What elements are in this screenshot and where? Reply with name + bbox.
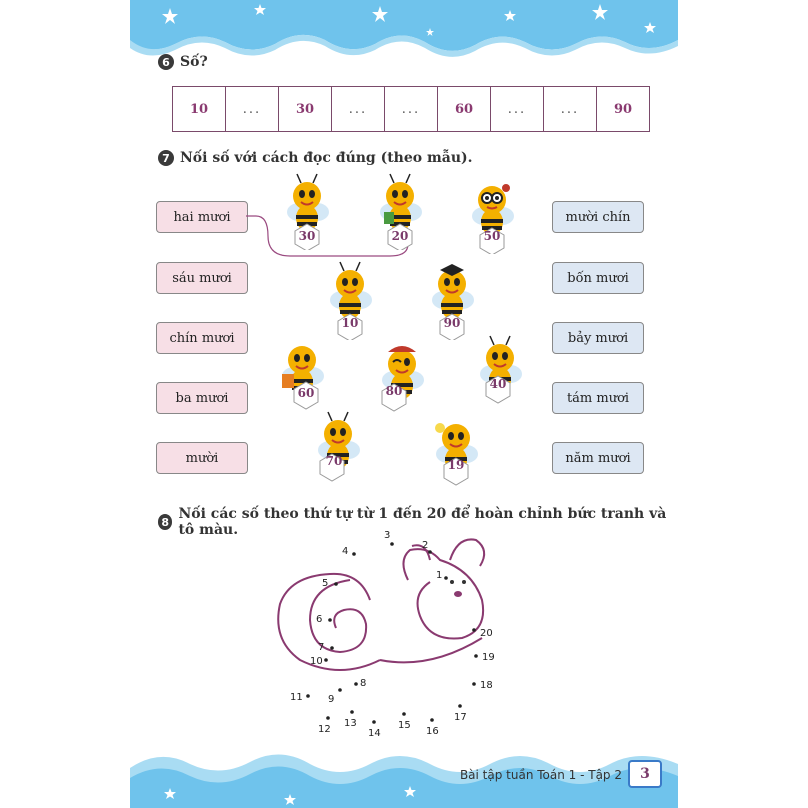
- dot-label: 8: [360, 678, 367, 689]
- dot-label: 2: [422, 540, 429, 551]
- section-7-text: Nối số với cách đọc đúng (theo mẫu).: [180, 150, 473, 166]
- dot-label: 7: [318, 642, 325, 653]
- dot-label: 16: [426, 726, 439, 737]
- bee-number: 10: [341, 316, 359, 330]
- dot-label: 11: [290, 692, 303, 703]
- dot-label: 17: [454, 712, 467, 723]
- sequence-blank-cell[interactable]: ...: [491, 87, 544, 131]
- bee-number: 80: [385, 384, 403, 398]
- sequence-cell: 10: [173, 87, 226, 131]
- left-margin: [0, 0, 130, 808]
- section-6-text: Số?: [180, 54, 208, 70]
- sequence-blank-cell[interactable]: ...: [544, 87, 597, 131]
- word-box-left[interactable]: mười: [156, 442, 248, 474]
- section-8-number: 8: [158, 514, 172, 530]
- word-box-left[interactable]: sáu mươi: [156, 262, 248, 294]
- worksheet: [130, 0, 678, 808]
- sequence-blank-cell[interactable]: ...: [226, 87, 279, 131]
- dot-label: 6: [316, 614, 323, 625]
- example-connector-line: [130, 0, 678, 500]
- word-box-left[interactable]: chín mươi: [156, 322, 248, 354]
- bee-icon[interactable]: [470, 334, 530, 414]
- dot-label: 9: [328, 694, 335, 705]
- section-7-number: 7: [158, 150, 174, 166]
- dot-label: 13: [344, 718, 357, 729]
- sequence-blank-cell[interactable]: ...: [385, 87, 438, 131]
- dot-label: 1: [436, 570, 443, 581]
- word-box-left[interactable]: ba mươi: [156, 382, 248, 414]
- word-box-right[interactable]: tám mươi: [552, 382, 644, 414]
- dot-label: 19: [482, 652, 495, 663]
- page-number: 3: [628, 760, 662, 788]
- bee-icon[interactable]: [426, 414, 486, 492]
- bee-icon[interactable]: [308, 410, 368, 488]
- word-box-right[interactable]: mười chín: [552, 201, 644, 233]
- bee-number: 40: [489, 377, 507, 391]
- word-box-right[interactable]: bảy mươi: [552, 322, 644, 354]
- bee-number: 60: [297, 386, 315, 400]
- bee-number: 90: [443, 316, 461, 330]
- bee-icon[interactable]: [272, 336, 332, 416]
- bee-icon[interactable]: [372, 340, 432, 420]
- dot-label: 10: [310, 656, 323, 667]
- footer-book-title: Bài tập tuần Toán 1 - Tập 2: [459, 768, 622, 782]
- bee-number: 20: [391, 229, 409, 243]
- sequence-cell: 90: [613, 101, 633, 117]
- dot-label: 4: [342, 546, 349, 557]
- word-box-right[interactable]: bốn mươi: [552, 262, 644, 294]
- right-margin: [678, 0, 808, 808]
- sequence-blank-cell[interactable]: ...: [332, 87, 385, 131]
- dot-label: 14: [368, 728, 381, 739]
- dot-label: 5: [322, 578, 329, 589]
- sequence-cell: 60: [438, 87, 491, 131]
- bee-number: 19: [447, 458, 465, 472]
- word-box-right[interactable]: năm mươi: [552, 442, 644, 474]
- snail-drawing: [130, 520, 678, 740]
- sequence-cell: 30: [279, 87, 332, 131]
- dot-label: 3: [384, 530, 391, 541]
- dot-label: 18: [480, 680, 493, 691]
- bee-number: 70: [325, 454, 343, 468]
- section-6-number: 6: [158, 54, 174, 70]
- dot-label: 15: [398, 720, 411, 731]
- dot-label: 12: [318, 724, 331, 735]
- bee-number: 30: [298, 229, 316, 243]
- section-8-text: Nối các số theo thứ tự từ 1 đến 20 để hoàn chỉnh bức tranh và tô màu.: [178, 506, 667, 538]
- dot-label: 20: [480, 628, 493, 639]
- word-box-left[interactable]: hai mươi: [156, 201, 248, 233]
- bee-number: 50: [483, 229, 501, 243]
